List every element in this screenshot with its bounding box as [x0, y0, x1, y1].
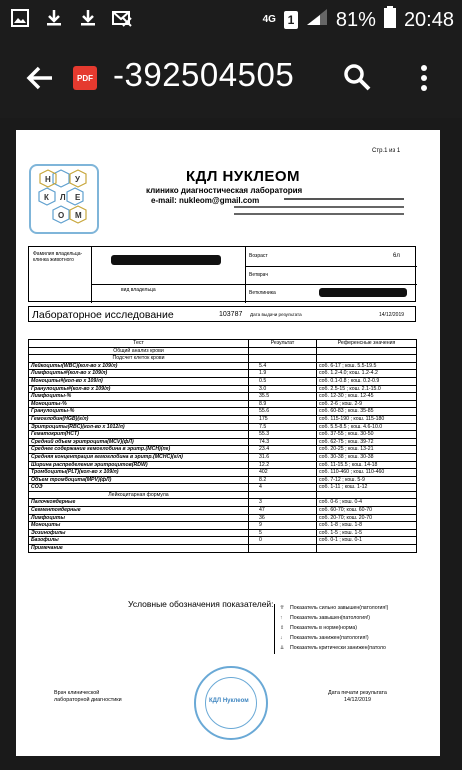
- test-name: Средняя концентрация гемоглобина в эритр.(MCHC)(г/л): [29, 453, 249, 461]
- test-name: Лимфоциты: [29, 514, 249, 522]
- table-row: [29, 514, 417, 522]
- column-header: Тест: [29, 340, 249, 348]
- column-header: Референсные значения: [317, 340, 417, 348]
- reference-range: соб. 2.5-15 ; кош. 2.1-15.0: [317, 385, 417, 393]
- document-title: -392504505: [113, 56, 295, 93]
- pdf-page: [16, 130, 440, 756]
- reference-range: соб. 37-55 ; кош. 30-50: [317, 431, 417, 439]
- doctor-signature-block: [54, 690, 122, 704]
- legend-item: [280, 625, 357, 631]
- pdf-viewer[interactable]: [0, 118, 462, 770]
- test-name: Лейкоциты(WBC)(кол-во х 109/л): [29, 362, 249, 370]
- table-row: [29, 362, 417, 370]
- test-result: 3: [249, 499, 317, 507]
- reference-range: соб. 1-11 ; кош. 1-12: [317, 484, 417, 492]
- table-row: [29, 438, 417, 446]
- reference-range: соб. 0.1-0.8 ; кош. 0.2-0.9: [317, 377, 417, 385]
- logo-letter: О: [58, 211, 65, 220]
- logo-letter: Л: [60, 193, 66, 202]
- test-name: Объем тромбоцита(MPV)(фЛ): [29, 476, 249, 484]
- study-header: [28, 306, 416, 322]
- normal-arrows-icon: ⇕: [280, 625, 285, 631]
- column-header: Результат: [249, 340, 317, 348]
- vet-label: Ветврач: [249, 272, 268, 278]
- section-row: [29, 347, 417, 355]
- legend-item: [280, 635, 369, 641]
- study-title: Лабораторное исследование: [32, 309, 174, 321]
- reference-range: соб. 12-30 ; кош. 12-45: [317, 393, 417, 401]
- reference-range: соб. 60-70; кош. 60-70: [317, 507, 417, 515]
- reference-range: соб. 1.2-4.0; кош. 1.2-4.2: [317, 370, 417, 378]
- test-result: 47: [249, 507, 317, 515]
- print-date-block: [328, 690, 387, 704]
- table-row: [29, 446, 417, 454]
- up-arrow-icon: ↑: [280, 615, 283, 621]
- table-row: [29, 415, 417, 423]
- pdf-file-icon: PDF: [73, 66, 97, 90]
- result-date-label: Дата выдачи результата: [250, 312, 302, 317]
- search-icon[interactable]: [342, 62, 372, 92]
- test-name: Среднее содержание гемоглобина в эритр.(MCH)(пг): [29, 446, 249, 454]
- legend-label: Показатель в норме(норма): [290, 625, 357, 631]
- test-name: Гемоглобин(HGB)(г/л): [29, 415, 249, 423]
- status-bar: [0, 0, 462, 38]
- table-row: [29, 507, 417, 515]
- reference-range: [317, 545, 417, 553]
- table-row: [29, 431, 417, 439]
- test-result: 55.6: [249, 408, 317, 416]
- reference-range: соб. 115-190 ; кош. 115-180: [317, 415, 417, 423]
- sim-icon: 1: [284, 11, 298, 29]
- legend-item: [280, 615, 370, 621]
- legend-label: Показатель занижен(патология!): [290, 635, 369, 641]
- back-arrow-icon[interactable]: [22, 60, 58, 96]
- test-name: Гранулоциты-%: [29, 408, 249, 416]
- section-label: Подсчет клеток крови: [29, 355, 249, 363]
- age-label: Возраст: [249, 253, 268, 259]
- table-row: [29, 377, 417, 385]
- test-name: Сегментоядерные: [29, 507, 249, 515]
- table-row: [29, 461, 417, 469]
- test-name: СОЭ: [29, 484, 249, 492]
- test-result: 5.4: [249, 362, 317, 370]
- test-name: Эритроциты(RBC)(кол-во х 1012/л): [29, 423, 249, 431]
- clock: 20:48: [403, 8, 454, 31]
- section-label: Лейкоцитарная формула: [29, 491, 249, 499]
- test-result: 35.5: [249, 393, 317, 401]
- fine-print-line: [234, 213, 404, 215]
- table-row: [29, 476, 417, 484]
- table-row: [29, 393, 417, 401]
- lab-logo: [29, 164, 99, 234]
- test-name: Гранулоциты#(кол-во х 109/л): [29, 385, 249, 393]
- reference-range: соб. 0-6 ; кош. 0-4: [317, 499, 417, 507]
- more-options-icon[interactable]: [412, 60, 436, 96]
- test-result: 5: [249, 529, 317, 537]
- test-result: 8.2: [249, 476, 317, 484]
- logo-letter: К: [44, 193, 49, 202]
- reference-range: соб. 11-15.5 ; кош. 14-18: [317, 461, 417, 469]
- test-result: [249, 545, 317, 553]
- test-name: Базофилы: [29, 537, 249, 545]
- reference-range: соб. 62-75 ; кош. 39-72: [317, 438, 417, 446]
- redacted-clinic: [319, 288, 407, 297]
- table-row: [29, 370, 417, 378]
- lab-subtitle: клинико диагностическая лаборатория: [146, 186, 303, 195]
- download-icon: [78, 8, 98, 28]
- reference-range: соб. 20-25 ; кош. 13-21: [317, 446, 417, 454]
- test-name: Моноциты: [29, 522, 249, 530]
- result-date: 14/12/2019: [379, 312, 405, 318]
- table-row: [29, 545, 417, 553]
- test-result: 175: [249, 415, 317, 423]
- download-icon: [44, 8, 64, 28]
- reference-range: соб. 1-5 ; кош. 1-5: [317, 529, 417, 537]
- down-arrow-icon: ↓: [280, 635, 283, 641]
- table-row: [29, 484, 417, 492]
- page-indicator: Стр.1 из 1: [372, 148, 401, 154]
- print-date-value: 14/12/2019: [343, 697, 371, 703]
- doctor-line: Врач клинической: [54, 690, 100, 696]
- table-row: [29, 400, 417, 408]
- results-table: [28, 339, 417, 553]
- logo-letter: Н: [45, 175, 51, 184]
- test-name: Лимфоциты#(кол-во х 109/л): [29, 370, 249, 378]
- reference-range: соб. 7-12 ; кош. 5-9: [317, 476, 417, 484]
- reference-range: соб. 0-1 ; кош. 0-1: [317, 537, 417, 545]
- test-result: 31.6: [249, 453, 317, 461]
- section-row: [29, 355, 417, 363]
- test-result: 1.9: [249, 370, 317, 378]
- print-date-label: Дата печати результата: [328, 690, 387, 696]
- study-number: 103787: [219, 311, 243, 318]
- test-result: 3.0: [249, 385, 317, 393]
- table-row: [29, 537, 417, 545]
- reference-range: соб. 5.5-8.5 ; кош. 4.6-10.0: [317, 423, 417, 431]
- test-result: 12.2: [249, 461, 317, 469]
- reference-range: соб. 1-8 ; кош. 1-8: [317, 522, 417, 530]
- battery-icon: [384, 6, 396, 34]
- test-name: Средний объем эритроцита(MCV)(фЛ): [29, 438, 249, 446]
- app-bar: [0, 38, 462, 118]
- reference-range: соб. 60-83 ; кош. 35-85: [317, 408, 417, 416]
- network-type-label: 4G: [262, 14, 276, 25]
- test-name: Палочкоядерные: [29, 499, 249, 507]
- table-row: [29, 529, 417, 537]
- test-result: 23.4: [249, 446, 317, 454]
- logo-letter: Е: [75, 193, 81, 202]
- test-result: 55.3: [249, 431, 317, 439]
- double-up-arrow-icon: ⇈: [280, 605, 285, 611]
- battery-label: 81%: [335, 8, 376, 31]
- reference-range: соб. 20-70; кош. 20-70: [317, 514, 417, 522]
- test-name: Примечание: [29, 545, 249, 553]
- age-value: 6л: [393, 253, 400, 259]
- stamp-text: КДЛ Нуклеом: [209, 698, 249, 704]
- legend-title: Условные обозначения показателей:: [128, 599, 274, 609]
- test-result: 74.3: [249, 438, 317, 446]
- legend-label: Показатель сильно завышен(патология!): [290, 605, 389, 611]
- test-result: 9: [249, 522, 317, 530]
- legend-label: Показатель критически занижен(патоло: [290, 645, 386, 651]
- test-name: Моноциты#(кол-во х 109/л): [29, 377, 249, 385]
- table-row: [29, 522, 417, 530]
- legend-label: Показатель завышен(патология!): [290, 615, 370, 621]
- lab-email: e-mail: nukleom@gmail.com: [151, 196, 260, 205]
- test-result: 0: [249, 537, 317, 545]
- logo-letter: У: [75, 175, 80, 184]
- doctor-line: лабораторной диагностики: [54, 697, 122, 703]
- test-result: 0.5: [249, 377, 317, 385]
- table-row: [29, 469, 417, 477]
- signal-icon: [306, 8, 328, 32]
- reference-range: соб. 110-460 ; кош. 110-460: [317, 469, 417, 477]
- mail-muted-icon: [112, 8, 132, 28]
- test-result: 4: [249, 484, 317, 492]
- test-name: Эозинофилы: [29, 529, 249, 537]
- test-name: Лимфоциты-%: [29, 393, 249, 401]
- test-result: 36: [249, 514, 317, 522]
- gallery-notification-icon: [10, 8, 30, 28]
- clinic-label: Ветклиника: [249, 290, 276, 296]
- table-row: [29, 423, 417, 431]
- table-row: [29, 453, 417, 461]
- reference-range: соб. 30-38 ; кош. 30-38: [317, 453, 417, 461]
- redacted-owner: [111, 255, 221, 265]
- test-name: Тромбоциты(PLT)(кол-во х 109/л): [29, 469, 249, 477]
- test-name: Моноциты-%: [29, 400, 249, 408]
- legend-item: [280, 645, 386, 651]
- reference-range: соб. 6-17 ; кош. 5.5-19.5: [317, 362, 417, 370]
- legend-item: [280, 605, 388, 611]
- test-name: Гематокрит(HCT): [29, 431, 249, 439]
- table-header-row: [29, 340, 417, 348]
- reference-range: соб. 2-6 ; кош. 2-9: [317, 400, 417, 408]
- table-row: [29, 499, 417, 507]
- owner-label: Фамилия владельца-клинка животного: [33, 251, 83, 263]
- lab-name: КДЛ НУКЛЕОМ: [186, 168, 301, 185]
- double-down-arrow-icon: ⇊: [280, 645, 285, 651]
- fine-print-line: [284, 198, 404, 200]
- lab-stamp: [194, 666, 268, 740]
- section-row: [29, 491, 417, 499]
- fine-print-line: [234, 206, 404, 208]
- patient-info-box: [28, 246, 416, 302]
- table-row: [29, 408, 417, 416]
- table-row: [29, 385, 417, 393]
- species-label: вид владельца: [121, 287, 156, 293]
- logo-letter: М: [75, 211, 82, 220]
- test-result: 402: [249, 469, 317, 477]
- test-result: 8.9: [249, 400, 317, 408]
- section-label: Общий анализ крови: [29, 347, 249, 355]
- test-name: Ширина распределения эритроцитов(RDW): [29, 461, 249, 469]
- test-result: 7.5: [249, 423, 317, 431]
